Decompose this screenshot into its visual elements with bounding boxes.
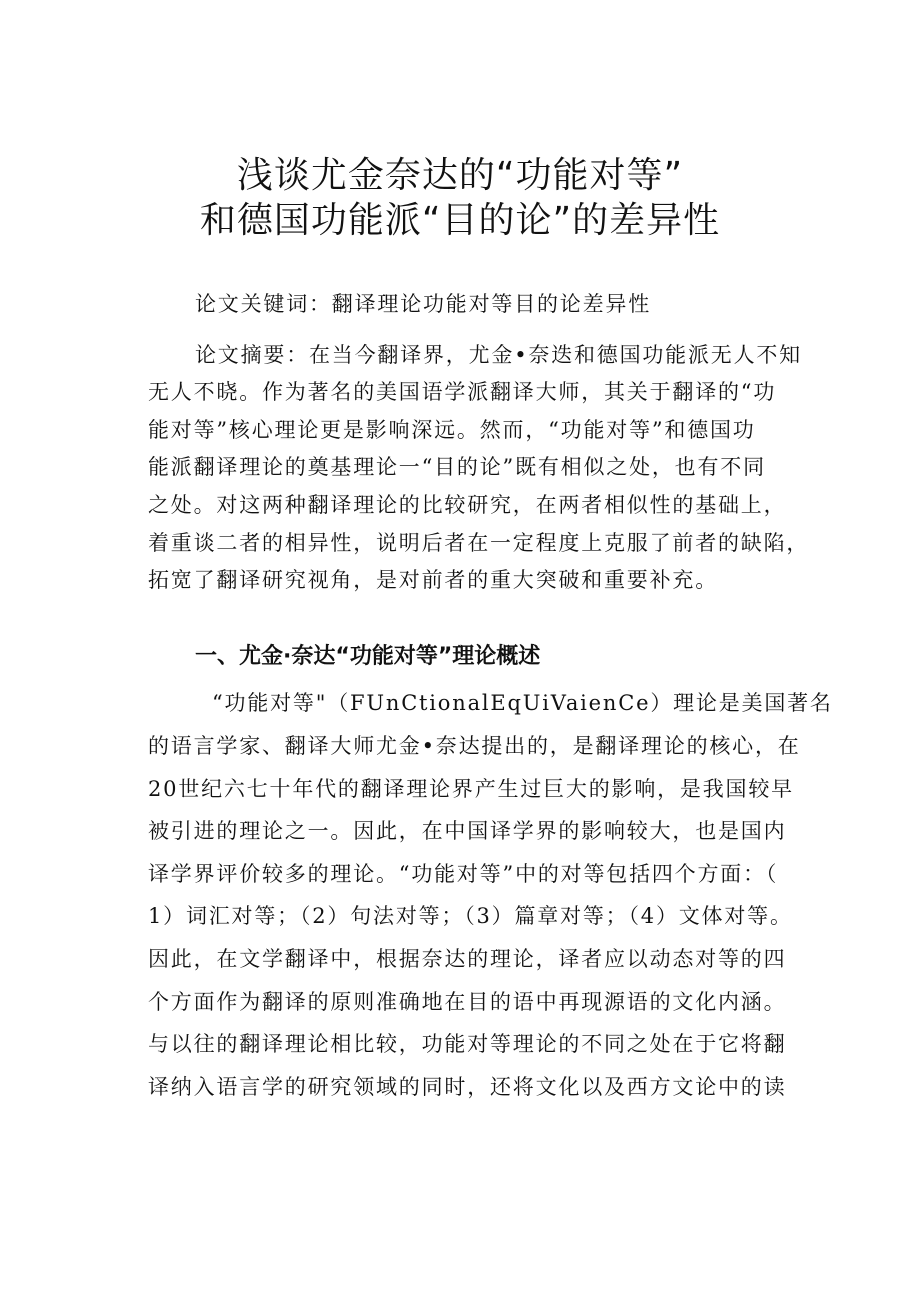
section-heading: 一、尤金·奈达“功能对等”理论概述: [195, 644, 541, 669]
body-line: 译纳入语言学的研究领域的同时，还将文化以及西方文论中的读: [148, 1075, 787, 1099]
body-line: 个方面作为翻译的原则准确地在目的语中再现源语的文化内涵。: [148, 990, 787, 1014]
title-line-2: 和德国功能派“目的论”的差异性: [199, 200, 721, 241]
body-line: 被引进的理论之一。因此，在中国译学界的影响较大，也是国内: [148, 819, 787, 843]
abstract-line: 论文摘要：在当今翻译界，尤金•奈迭和德国功能派无人不知: [195, 343, 802, 367]
body-line: 1）词汇对等；（2）句法对等；（3）篇章对等；（4）文体对等。: [148, 904, 793, 928]
body-line: “功能对等"（FUnCtionalEqUiVaienCe）理论是美国著名: [212, 691, 833, 715]
body-line: 因此，在文学翻译中，根据奈达的理论，译者应以动态对等的四: [148, 947, 787, 971]
body-line: 译学界评价较多的理论。“功能对等”中的对等包括四个方面：（: [148, 862, 779, 886]
keywords: 论文关键词：翻译理论功能对等目的论差异性: [195, 292, 651, 316]
body-line: 的语言学家、翻译大师尤金•奈达提出的，是翻译理论的核心，在: [148, 734, 801, 758]
body-line: 与以往的翻译理论相比较，功能对等理论的不同之处在于它将翻: [148, 1032, 787, 1056]
abstract-line: 无人不晓。作为著名的美国语学派翻译大师，其关于翻译的“功: [148, 380, 777, 404]
abstract-line: 能对等”核心理论更是影响深远。然而，“功能对等”和德国功: [148, 418, 756, 442]
abstract-line: 拓宽了翻译研究视角，是对前者的重大突破和重要补充。: [148, 568, 718, 592]
abstract-line: 能派翻译理论的奠基理论一“目的论”既有相似之处，也有不同: [148, 455, 766, 479]
body-line: 20世纪六七十年代的翻译理论界产生过巨大的影响，是我国较早: [148, 777, 794, 801]
title-line-1: 浅谈尤金奈达的“功能对等”: [236, 155, 684, 196]
abstract-line: 着重谈二者的相异性，说明后者在一定程度上克服了前者的缺陷，: [148, 531, 810, 555]
abstract-line: 之处。对这两种翻译理论的比较研究，在两者相似性的基础上，: [148, 493, 787, 517]
